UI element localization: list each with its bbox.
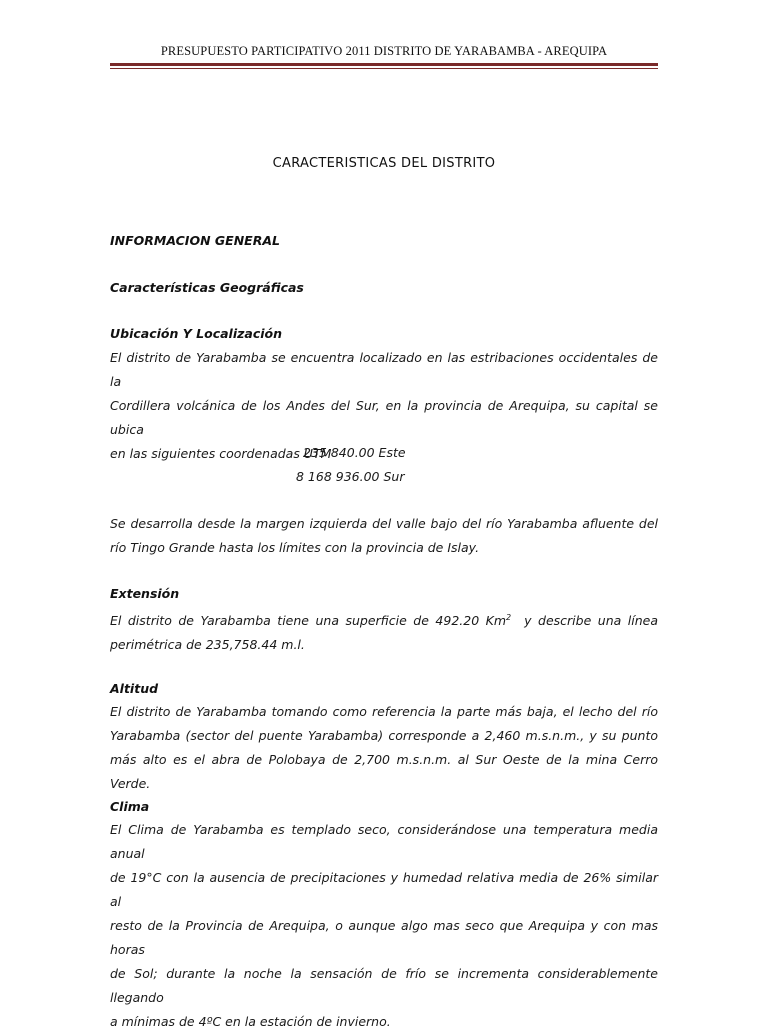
paragraph-line: de 19°C con la ausencia de precipitaciones y humedad relativa media de 26% similar al <box>110 870 658 909</box>
section-informacion-general: INFORMACION GENERAL <box>110 233 280 248</box>
header-rule-thin <box>110 68 658 69</box>
paragraph-line: de Sol; durante la noche la sensación de frío se incrementa considerablemente llegando <box>110 966 658 1005</box>
paragraph-line: El distrito de Yarabamba se encuentra localizado en las estribaciones occidentales de la <box>110 350 658 389</box>
heading-extension: Extensión <box>110 586 180 601</box>
paragraph-extension <box>110 606 658 657</box>
paragraph-line: perimétrica de 235,758.44 m.l. <box>110 637 305 653</box>
paragraph-line: Se desarrolla desde la margen izquierda del valle bajo del río Yarabamba afluente del <box>110 516 658 531</box>
coordinate-este: 235 840.00 Este <box>303 445 406 460</box>
heading-ubicacion: Ubicación Y Localización <box>110 326 283 341</box>
section-caracteristicas-geograficas: Características Geográficas <box>110 280 304 295</box>
page-title: CARACTERISTICAS DEL DISTRITO <box>272 156 496 171</box>
paragraph-line: en las siguientes coordenadas UTM <box>110 446 332 461</box>
superscript: 2 <box>506 613 512 622</box>
paragraph-line: más alto es el abra de Polobaya de 2,700 m.s.n.m. al Sur Oeste de la mina Cerro Verde. <box>110 752 658 791</box>
paragraph-desarrollo <box>110 512 658 560</box>
paragraph-line <box>110 606 658 633</box>
paragraph-line: resto de la Provincia de Arequipa, o aunque algo mas seco que Arequipa y con mas horas <box>110 918 658 957</box>
heading-clima: Clima <box>110 799 150 814</box>
paragraph-line: Yarabamba (sector del puente Yarabamba) corresponde a 2,460 m.s.n.m., y su punto <box>110 728 658 743</box>
heading-altitud: Altitud <box>110 681 159 696</box>
running-header: PRESUPUESTO PARTICIPATIVO 2011 DISTRITO DE YARABAMBA - AREQUIPA <box>160 44 608 58</box>
paragraph-line: a mínimas de 4ºC en la estación de invierno. <box>110 1014 391 1029</box>
paragraph-line: El distrito de Yarabamba tomando como referencia la parte más baja, el lecho del río <box>110 704 658 719</box>
header-rule-thick <box>110 63 658 66</box>
paragraph-clima <box>110 818 658 1034</box>
paragraph-altitud <box>110 700 658 796</box>
extension-text-b: y describe una línea <box>511 613 658 629</box>
coordinate-sur: 8 168 936.00 Sur <box>296 469 405 484</box>
paragraph-line: río Tingo Grande hasta los límites con la provincia de Islay. <box>110 540 480 555</box>
paragraph-line: Cordillera volcánica de los Andes del Sur, en la provincia de Arequipa, su capital se ubica <box>110 398 658 437</box>
paragraph-line: El Clima de Yarabamba es templado seco, considerándose una temperatura media anual <box>110 822 658 861</box>
extension-text-a: El distrito de Yarabamba tiene una superficie de 492.20 Km <box>110 613 507 629</box>
